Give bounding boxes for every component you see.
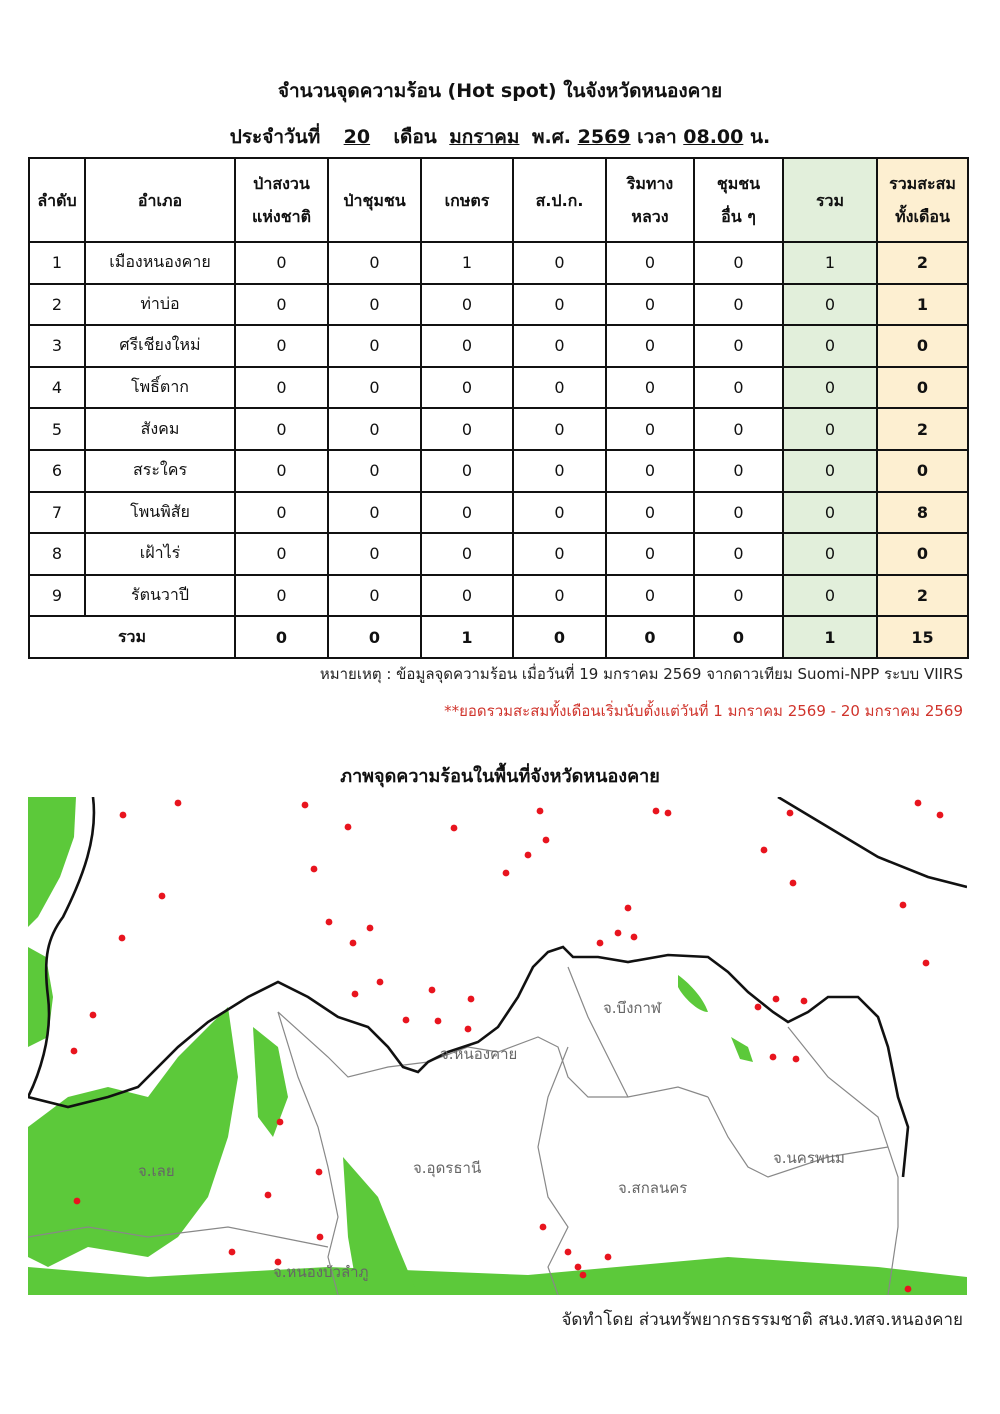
- cell-other: 0: [694, 492, 783, 534]
- hotspot-dot: [317, 1234, 324, 1241]
- hotspot-dot: [465, 1026, 472, 1033]
- cell-total: 0: [783, 450, 877, 492]
- hotspot-dot: [605, 1254, 612, 1261]
- report-date-line: [0, 122, 1000, 152]
- cell-acc: 8: [877, 492, 968, 534]
- hotspot-dot: [905, 1286, 912, 1293]
- cell-acc: 1: [877, 284, 968, 326]
- header-roadside: [606, 158, 694, 242]
- cell-forest: 0: [235, 450, 328, 492]
- cell-no: 7: [29, 492, 85, 534]
- cell-community: 0: [328, 533, 421, 575]
- cell-district: สังคม: [85, 408, 235, 450]
- cell-no: 8: [29, 533, 85, 575]
- hotspot-dot: [540, 1224, 547, 1231]
- cell-agri: 0: [421, 575, 513, 617]
- cell-other: 0: [694, 284, 783, 326]
- cell-acc: 2: [877, 575, 968, 617]
- hotspot-dot: [119, 935, 126, 942]
- table-total-row: [29, 616, 968, 658]
- border-bueng-kan: [568, 967, 628, 1097]
- month-label: เดือน: [393, 126, 437, 148]
- cell-road: 0: [606, 284, 694, 326]
- cell-community: 0: [328, 492, 421, 534]
- table-row: [29, 367, 968, 409]
- hotspot-map: [28, 797, 967, 1295]
- date-time: 08.00: [683, 126, 744, 148]
- hotspot-dot: [631, 934, 638, 941]
- total-community: 0: [328, 616, 421, 658]
- header-national-forest-line1: ป่าสงวน: [253, 174, 310, 193]
- cell-no: 5: [29, 408, 85, 450]
- cell-alro: 0: [513, 408, 606, 450]
- hotspot-dot: [350, 940, 357, 947]
- hotspot-dot: [429, 987, 436, 994]
- cell-forest: 0: [235, 242, 328, 284]
- total-acc: 15: [877, 616, 968, 658]
- cell-district: เฝ้าไร่: [85, 533, 235, 575]
- header-other: [694, 158, 783, 242]
- cell-district: โพธิ์ตาก: [85, 367, 235, 409]
- cell-district: เมืองหนองคาย: [85, 242, 235, 284]
- cell-total: 0: [783, 533, 877, 575]
- cell-other: 0: [694, 408, 783, 450]
- cell-other: 0: [694, 575, 783, 617]
- cell-total: 0: [783, 367, 877, 409]
- cell-acc: 0: [877, 367, 968, 409]
- hotspot-dot: [755, 1004, 762, 1011]
- hotspot-dot: [915, 800, 922, 807]
- vegetation-south: [28, 1257, 967, 1295]
- hotspot-dot: [435, 1018, 442, 1025]
- hotspot-dot: [773, 996, 780, 1003]
- cell-forest: 0: [235, 408, 328, 450]
- cell-no: 6: [29, 450, 85, 492]
- cell-forest: 0: [235, 533, 328, 575]
- table-header-row: [29, 158, 968, 242]
- date-year: 2569: [577, 126, 631, 148]
- cell-no: 1: [29, 242, 85, 284]
- cell-total: 0: [783, 492, 877, 534]
- cell-district: ศรีเชียงใหม่: [85, 325, 235, 367]
- label-nong-khai: จ.หนองคาย: [440, 1045, 518, 1063]
- hotspot-dot: [597, 940, 604, 947]
- total-total: 1: [783, 616, 877, 658]
- cell-no: 9: [29, 575, 85, 617]
- table-row: [29, 575, 968, 617]
- cell-road: 0: [606, 575, 694, 617]
- vegetation-bueng-kan: [678, 975, 708, 1295]
- hotspot-dot: [302, 802, 309, 809]
- cell-agri: 0: [421, 533, 513, 575]
- hotspot-dot: [923, 960, 930, 967]
- cell-forest: 0: [235, 492, 328, 534]
- border-udon-sakon: [538, 1047, 568, 1295]
- cell-other: 0: [694, 450, 783, 492]
- cell-road: 0: [606, 492, 694, 534]
- header-national-forest-line2: แห่งชาติ: [252, 207, 311, 226]
- hotspot-dot: [74, 1198, 81, 1205]
- cell-district: รัตนวาปี: [85, 575, 235, 617]
- cell-other: 0: [694, 325, 783, 367]
- cell-alro: 0: [513, 450, 606, 492]
- cell-total: 0: [783, 575, 877, 617]
- hotspot-dot: [580, 1272, 587, 1279]
- label-loei: จ.เลย: [138, 1162, 175, 1180]
- cell-forest: 0: [235, 325, 328, 367]
- header-district: อำเภอ: [85, 158, 235, 242]
- total-road: 0: [606, 616, 694, 658]
- table-row: [29, 450, 968, 492]
- cell-agri: 0: [421, 284, 513, 326]
- total-alro: 0: [513, 616, 606, 658]
- hotspot-dot: [937, 812, 944, 819]
- cell-alro: 0: [513, 325, 606, 367]
- cell-community: 0: [328, 575, 421, 617]
- cell-alro: 0: [513, 284, 606, 326]
- cell-road: 0: [606, 450, 694, 492]
- date-prefix: ประจำวันที่: [229, 126, 321, 148]
- hotspot-dot: [90, 1012, 97, 1019]
- header-acc-line2: ทั้งเดือน: [895, 207, 950, 226]
- hotspot-dot: [625, 905, 632, 912]
- hotspot-dot: [615, 930, 622, 937]
- header-no: ลำดับ: [29, 158, 85, 242]
- hotspot-dot: [770, 1054, 777, 1061]
- accumulated-note: **ยอดรวมสะสมทั้งเดือนเริ่มนับตั้งแต่วันที่ 1 มกราคม 2569 - 20 มกราคม 2569: [444, 702, 963, 720]
- cell-alro: 0: [513, 367, 606, 409]
- hotspot-dot: [525, 852, 532, 859]
- cell-agri: 0: [421, 325, 513, 367]
- table-row: [29, 408, 968, 450]
- cell-acc: 0: [877, 450, 968, 492]
- cell-acc: 0: [877, 533, 968, 575]
- table-row: [29, 492, 968, 534]
- cell-alro: 0: [513, 242, 606, 284]
- label-sakon-nakhon: จ.สกลนคร: [618, 1179, 688, 1197]
- header-month-accumulated: [877, 158, 968, 242]
- header-agriculture: เกษตร: [421, 158, 513, 242]
- time-label: เวลา: [637, 126, 677, 148]
- time-suffix: น.: [750, 126, 771, 148]
- cell-alro: 0: [513, 575, 606, 617]
- hotspot-dot: [403, 1017, 410, 1024]
- cell-district: ท่าบ่อ: [85, 284, 235, 326]
- map-title: ภาพจุดความร้อนในพื้นที่จังหวัดหนองคาย: [340, 766, 660, 787]
- border-loei-udon: [278, 1012, 338, 1295]
- cell-community: 0: [328, 325, 421, 367]
- hotspot-dot: [277, 1119, 284, 1126]
- hotspot-dot: [159, 893, 166, 900]
- hotspot-dot: [326, 919, 333, 926]
- cell-forest: 0: [235, 575, 328, 617]
- hotspot-dot: [468, 996, 475, 1003]
- cell-agri: 1: [421, 242, 513, 284]
- hotspot-dot: [665, 810, 672, 817]
- cell-other: 0: [694, 242, 783, 284]
- hotspot-dot: [311, 866, 318, 873]
- hotspot-dot: [537, 808, 544, 815]
- header-other-line1: ชุมชน: [716, 174, 761, 193]
- cell-total: 0: [783, 408, 877, 450]
- cell-road: 0: [606, 367, 694, 409]
- cell-forest: 0: [235, 284, 328, 326]
- cell-agri: 0: [421, 492, 513, 534]
- cell-community: 0: [328, 284, 421, 326]
- hotspot-dot: [345, 824, 352, 831]
- table-row: [29, 533, 968, 575]
- credit-footer: จัดทำโดย ส่วนทรัพยากรธรรมชาติ สนง.ทสจ.หนองคาย: [561, 1310, 963, 1330]
- cell-agri: 0: [421, 408, 513, 450]
- header-total: รวม: [783, 158, 877, 242]
- cell-no: 4: [29, 367, 85, 409]
- report-title: จำนวนจุดความร้อน (Hot spot) ในจังหวัดหนองคาย: [277, 80, 723, 102]
- cell-road: 0: [606, 408, 694, 450]
- table-row: [29, 242, 968, 284]
- hotspot-dot: [790, 880, 797, 887]
- hotspot-dot: [653, 808, 660, 815]
- vegetation-east: [731, 1037, 753, 1062]
- vegetation-loei: [28, 1007, 238, 1267]
- hotspot-dot: [367, 925, 374, 932]
- cell-no: 2: [29, 284, 85, 326]
- cell-agri: 0: [421, 450, 513, 492]
- cell-total: 0: [783, 284, 877, 326]
- cell-other: 0: [694, 533, 783, 575]
- cell-acc: 2: [877, 408, 968, 450]
- cell-community: 0: [328, 450, 421, 492]
- cell-other: 0: [694, 367, 783, 409]
- cell-district: โพนพิสัย: [85, 492, 235, 534]
- date-day: 20: [343, 126, 371, 148]
- label-udon-thani: จ.อุดรธานี: [413, 1159, 482, 1177]
- total-forest: 0: [235, 616, 328, 658]
- cell-agri: 0: [421, 367, 513, 409]
- hotspot-dot: [316, 1169, 323, 1176]
- remark-note: หมายเหตุ : ข้อมูลจุดความร้อน เมื่อวันที่ 19 มกราคม 2569 จากดาวเทียม Suomi-NPP ระบบ VIIRS: [319, 665, 963, 683]
- date-month: มกราคม: [449, 126, 520, 148]
- total-agri: 1: [421, 616, 513, 658]
- hotspot-dot: [377, 979, 384, 986]
- cell-road: 0: [606, 325, 694, 367]
- cell-no: 3: [29, 325, 85, 367]
- cell-acc: 2: [877, 242, 968, 284]
- table-row: [29, 325, 968, 367]
- hotspot-dot: [793, 1056, 800, 1063]
- header-acc-line1: รวมสะสม: [889, 174, 956, 193]
- hotspot-dot: [71, 1048, 78, 1055]
- cell-alro: 0: [513, 533, 606, 575]
- cell-acc: 0: [877, 325, 968, 367]
- hotspot-dot: [575, 1264, 582, 1271]
- hotspot-dot: [787, 810, 794, 817]
- map-svg: [28, 797, 967, 1295]
- header-roadside-line2: หลวง: [631, 207, 669, 226]
- hotspot-dot: [565, 1249, 572, 1256]
- total-other: 0: [694, 616, 783, 658]
- table-row: [29, 284, 968, 326]
- hotspot-dot: [265, 1192, 272, 1199]
- header-alro: ส.ป.ก.: [513, 158, 606, 242]
- hotspot-dot: [120, 812, 127, 819]
- year-label: พ.ศ.: [531, 126, 572, 148]
- cell-forest: 0: [235, 367, 328, 409]
- hotspot-dot: [761, 847, 768, 854]
- label-bueng-kan: จ.บึงกาฬ: [603, 999, 662, 1017]
- cell-community: 0: [328, 242, 421, 284]
- header-other-line2: อื่น ๆ: [721, 207, 756, 226]
- hotspot-dot: [352, 991, 359, 998]
- hotspot-dot: [900, 902, 907, 909]
- label-nakhon-phanom: จ.นครพนม: [773, 1149, 845, 1167]
- cell-total: 1: [783, 242, 877, 284]
- cell-district: สระใคร: [85, 450, 235, 492]
- hotspot-dot: [175, 800, 182, 807]
- hotspot-dot: [229, 1249, 236, 1256]
- cell-total: 0: [783, 325, 877, 367]
- hotspot-dot: [543, 837, 550, 844]
- header-community-forest: ป่าชุมชน: [328, 158, 421, 242]
- cell-road: 0: [606, 242, 694, 284]
- hotspot-table: [28, 157, 969, 659]
- header-roadside-line1: ริมทาง: [626, 174, 674, 193]
- cell-alro: 0: [513, 492, 606, 534]
- cell-community: 0: [328, 408, 421, 450]
- cell-road: 0: [606, 533, 694, 575]
- header-national-forest: [235, 158, 328, 242]
- cell-community: 0: [328, 367, 421, 409]
- total-label: รวม: [29, 616, 235, 658]
- hotspot-dot: [801, 998, 808, 1005]
- hotspot-dot: [451, 825, 458, 832]
- mekong-river-north: [778, 797, 967, 887]
- hotspot-dot: [503, 870, 510, 877]
- label-nong-bua-lamphu: จ.หนองบัวลำภู: [273, 1263, 369, 1281]
